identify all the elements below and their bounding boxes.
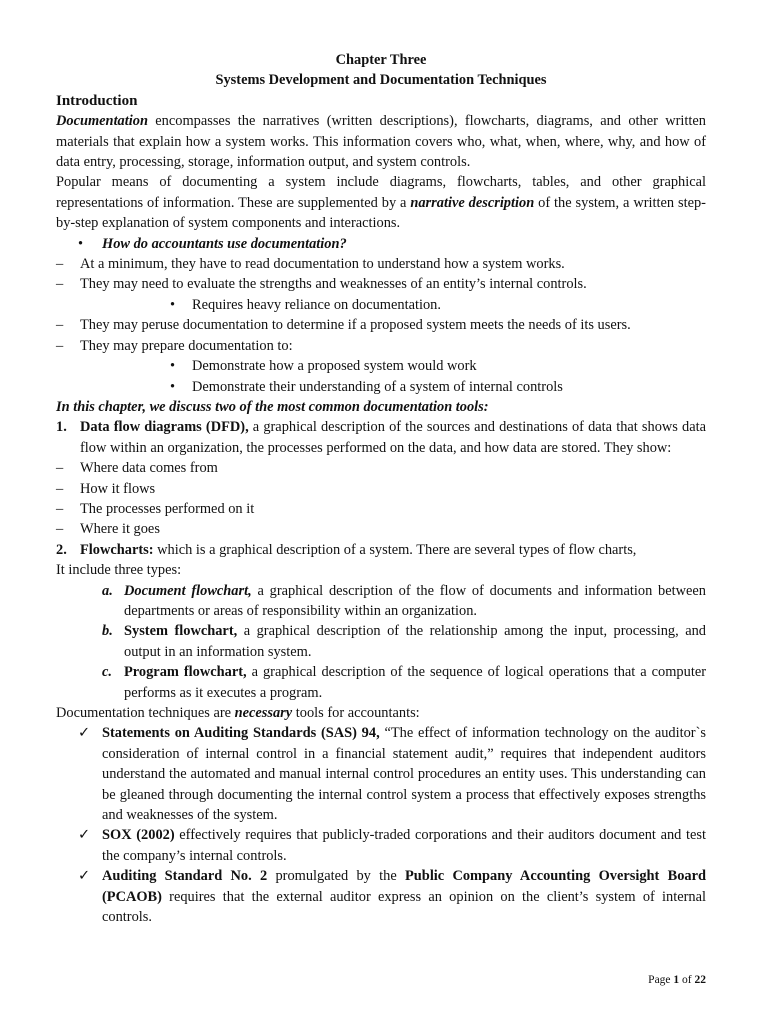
question-bullet: • How do accountants use documentation?	[56, 234, 706, 254]
bullet-icon: •	[78, 235, 84, 252]
paragraph-popular-means: Popular means of documenting a system include diagrams, flowcharts, tables, and other graphical representations of information. These are supplemented by a narrative description of the system, a written step-by-step explanation of system components and interactions.	[56, 174, 706, 232]
list-item: – At a minimum, they have to read documentation to understand how a system works.	[56, 254, 706, 274]
paragraph-documentation: Documentation encompasses the narratives (written descriptions), flowcharts, diagrams, and other written materials that explain how a system works. This information covers who, what, when, where, why, and how of data entry, processing, storage, information output, and system controls.	[56, 113, 706, 171]
page-number: Page 1 of 22	[648, 974, 706, 986]
document-page	[56, 50, 706, 927]
list-item: – Where data comes from	[56, 458, 706, 478]
bullet-icon: •	[170, 358, 176, 375]
checkmark-icon: ✓	[78, 725, 91, 742]
list-item: – They may need to evaluate the strengths and weaknesses of an entity’s internal controls.	[56, 274, 706, 294]
lettered-item: b. System flowchart, a graphical description of the relationship among the input, processing, and output in an information system.	[102, 623, 706, 660]
lettered-item: a. Document flowchart, a graphical description of the flow of documents and information between departments or areas of responsibility within an organization.	[102, 582, 706, 619]
bullet-icon: •	[170, 378, 176, 395]
check-item: ✓ Statements on Auditing Standards (SAS) 94, “The effect of information technology on the auditor`s consideration of internal control in a financial statement audit,” requires that independent auditors understand the automated and manual internal control procedures an entity uses. This understanding can be gleaned through documenting the internal control system a process that effectively exposes strengths and weaknesses of the system.	[56, 723, 706, 825]
check-item: ✓ SOX (2002) effectively requires that publicly-traded corporations and their auditors document and test the company’s internal controls.	[56, 825, 706, 866]
bullet-icon: •	[170, 296, 176, 313]
term-documentation: Documentation	[56, 113, 148, 130]
dash-icon: –	[56, 521, 64, 538]
check-item: ✓ Auditing Standard No. 2 promulgated by the Public Company Accounting Oversight Board (PCAOB) requires that the external auditor express an opinion on the client’s system of internal controls.	[56, 866, 706, 927]
three-types-line: It include three types:	[56, 562, 182, 579]
list-item: – They may prepare documentation to:	[56, 336, 706, 356]
list-item: – How it flows	[56, 479, 706, 499]
list-item: • Requires heavy reliance on documentation.	[56, 295, 706, 315]
dash-icon: –	[56, 337, 64, 354]
list-item: • Demonstrate their understanding of a system of internal controls	[56, 377, 706, 397]
checkmark-icon: ✓	[78, 827, 91, 844]
dash-icon: –	[56, 500, 64, 517]
numbered-item-dfd: 1. Data flow diagrams (DFD), a graphical description of the sources and destinations of data that shows data flow within an organization, the processes performed on the data, and how data are stored. They show:	[56, 419, 706, 456]
list-item: – The processes performed on it	[56, 499, 706, 519]
tools-line: Documentation techniques are necessary tools for accountants:	[56, 705, 420, 721]
dash-icon: –	[56, 480, 64, 497]
term-narrative: narrative description	[410, 194, 535, 211]
intro-heading: Introduction	[56, 92, 138, 109]
chapter-title: Chapter Three	[335, 52, 427, 68]
numbered-item-flowcharts: 2. Flowcharts: which is a graphical description of a system. There are several types of flow charts,	[56, 541, 637, 558]
chapter-note: In this chapter, we discuss two of the most common documentation tools:	[56, 398, 489, 415]
lettered-item: c. Program flowchart, a graphical description of the sequence of logical operations that a computer performs as it executes a program.	[102, 664, 706, 701]
list-item: – Where it goes	[56, 519, 706, 539]
chapter-subtitle: Systems Development and Documentation Techniques	[215, 72, 547, 89]
dash-icon: –	[56, 256, 64, 273]
dash-icon: –	[56, 460, 64, 477]
list-item: – They may peruse documentation to determine if a proposed system meets the needs of its users.	[56, 315, 706, 335]
checkmark-icon: ✓	[78, 868, 91, 885]
dash-icon: –	[56, 317, 64, 334]
dash-icon: –	[56, 276, 64, 293]
list-item: • Demonstrate how a proposed system would work	[56, 356, 706, 376]
